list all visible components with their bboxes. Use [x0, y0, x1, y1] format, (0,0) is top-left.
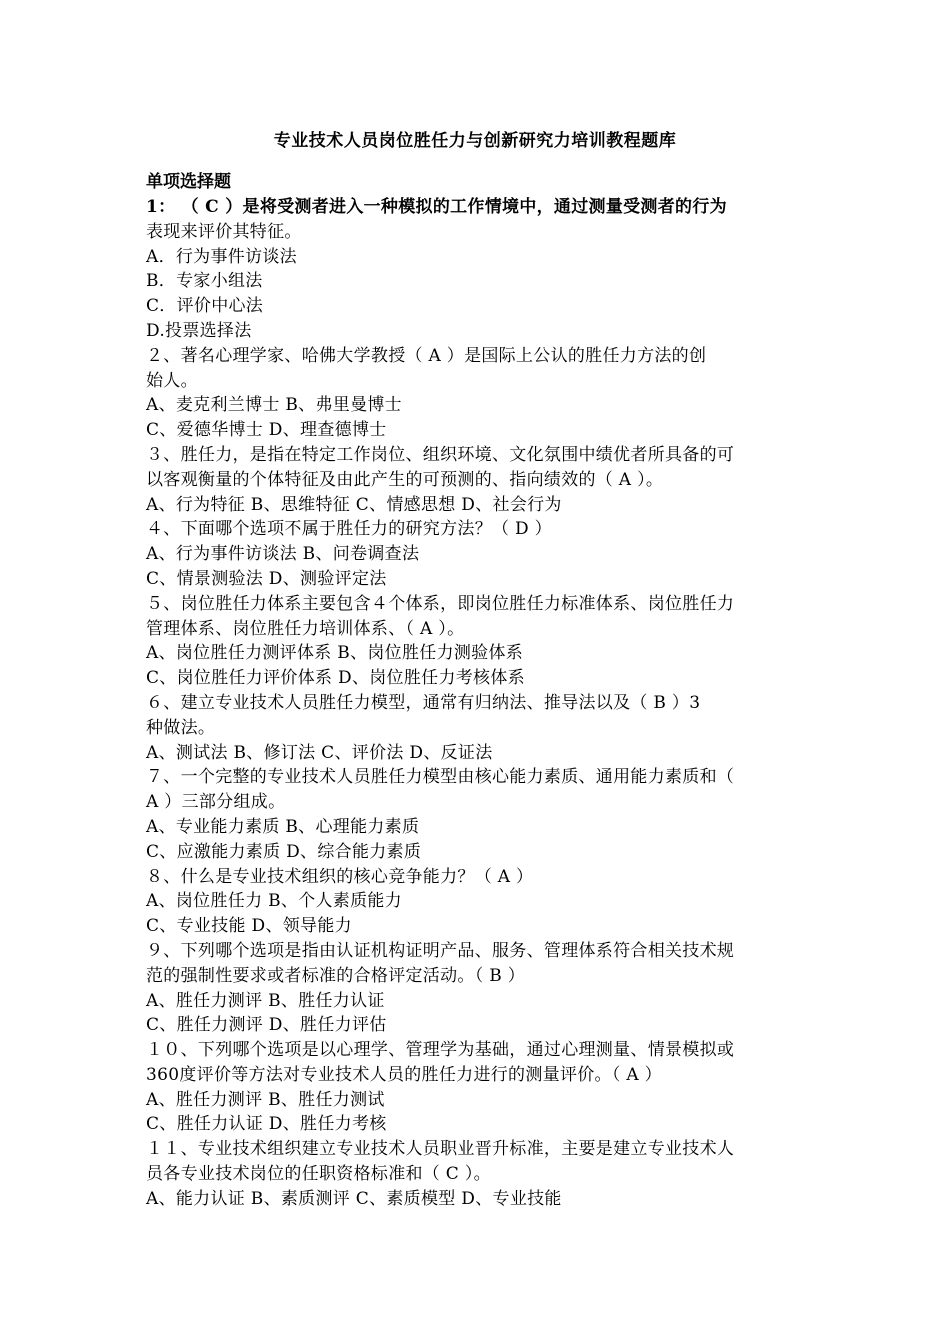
question-2-line-2: 始人。 [146, 370, 198, 391]
question-7-options-row-1: A、专业能力素质 B、心理能力素质 [146, 816, 420, 837]
question-3-line-1: ３、胜任力，是指在特定工作岗位、组织环境、文化氛围中绩优者所具备的可 [146, 444, 735, 465]
question-11-line-2: 员各专业技术岗位的任职资格标准和（ C ）。 [146, 1164, 491, 1185]
question-5-options-row-1: A、岗位胜任力测评体系 B、岗位胜任力测验体系 [146, 643, 524, 664]
question-5-line-2: 管理体系、岗位胜任力培训体系、（ A ）。 [146, 618, 465, 639]
question-3-options-row-1: A、行为特征 B、思维特征 C、情感思想 D、社会行为 [146, 494, 562, 515]
question-11-line-1: １１、专业技术组织建立专业技术人员职业晋升标准，主要是建立专业技术人 [146, 1139, 735, 1160]
question-10-options-row-1: A、胜任力测评 B、胜任力测试 [146, 1089, 385, 1110]
question-9-options-row-2: C、胜任力测评 D、胜任力评估 [146, 1015, 387, 1036]
question-1-line-2: 表现来评价其特征。 [146, 221, 302, 242]
question-1-option-c: C．评价中心法 [146, 296, 264, 317]
question-10-line-2: 360度评价等方法对专业技术人员的胜任力进行的测量评价。（ A ） [146, 1064, 662, 1085]
question-2-line-1: ２、著名心理学家、哈佛大学教授（ A ）是国际上公认的胜任力方法的创 [146, 345, 707, 366]
question-7-options-row-2: C、应激能力素质 D、综合能力素质 [146, 841, 422, 862]
question-6-line-1: ６、建立专业技术人员胜任力模型，通常有归纳法、推导法以及（ B ）3 [146, 692, 701, 713]
question-1-line-1: 1： （ C ）是将受测者进入一种模拟的工作情境中，通过测量受测者的行为 [146, 197, 727, 217]
question-5-line-1: ５、岗位胜任力体系主要包含４个体系，即岗位胜任力标准体系、岗位胜任力 [146, 593, 735, 614]
section-heading: 单项选择题 [146, 172, 231, 192]
question-1-option-b: B．专家小组法 [146, 271, 263, 292]
question-4-options-row-1: A、行为事件访谈法 B、问卷调查法 [146, 544, 420, 565]
question-10-options-row-2: C、胜任力认证 D、胜任力考核 [146, 1114, 387, 1135]
question-7-line-2: A ）三部分组成。 [146, 792, 286, 813]
page-title: 专业技术人员岗位胜任力与创新研究力培训教程题库 [273, 131, 677, 151]
question-8-options-row-1: A、岗位胜任力 B、个人素质能力 [146, 891, 402, 912]
question-8-options-row-2: C、专业技能 D、领导能力 [146, 916, 352, 937]
question-4-line-1: ４、下面哪个选项不属于胜任力的研究方法？（ D ） [146, 519, 552, 540]
question-2-options-row-2: C、爱德华博士 D、理查德博士 [146, 420, 387, 441]
question-9-options-row-1: A、胜任力测评 B、胜任力认证 [146, 990, 385, 1011]
question-6-options-row-1: A、测试法 B、修订法 C、评价法 D、反证法 [146, 742, 493, 763]
question-9-line-2: 范的强制性要求或者标准的合格评定活动。（ B ） [146, 965, 525, 986]
question-10-line-1: １０、下列哪个选项是以心理学、管理学为基础，通过心理测量、情景模拟或 [146, 1040, 735, 1061]
question-list [146, 170, 810, 1212]
question-2-options-row-1: A、麦克利兰博士 B、弗里曼博士 [146, 395, 402, 416]
question-11-options-row-1: A、能力认证 B、素质测评 C、素质模型 D、专业技能 [146, 1188, 562, 1209]
question-8-line-1: ８、什么是专业技术组织的核心竞争能力？（ A ） [146, 866, 534, 887]
question-1-option-a: A．行为事件访谈法 [146, 246, 297, 267]
question-7-line-1: ７、一个完整的专业技术人员胜任力模型由核心能力素质、通用能力素质和（ [146, 767, 735, 788]
question-9-line-1: ９、下列哪个选项是指由认证机构证明产品、服务、管理体系符合相关技术规 [146, 940, 735, 961]
question-5-options-row-2: C、岗位胜任力评价体系 D、岗位胜任力考核体系 [146, 668, 525, 689]
question-3-line-2: 以客观衡量的个体特征及由此产生的可预测的、指向绩效的（ A ）。 [146, 469, 664, 490]
question-1-option-d: D.投票选择法 [146, 320, 252, 341]
question-4-options-row-2: C、情景测验法 D、测验评定法 [146, 568, 387, 589]
question-6-line-2: 种做法。 [146, 717, 216, 738]
